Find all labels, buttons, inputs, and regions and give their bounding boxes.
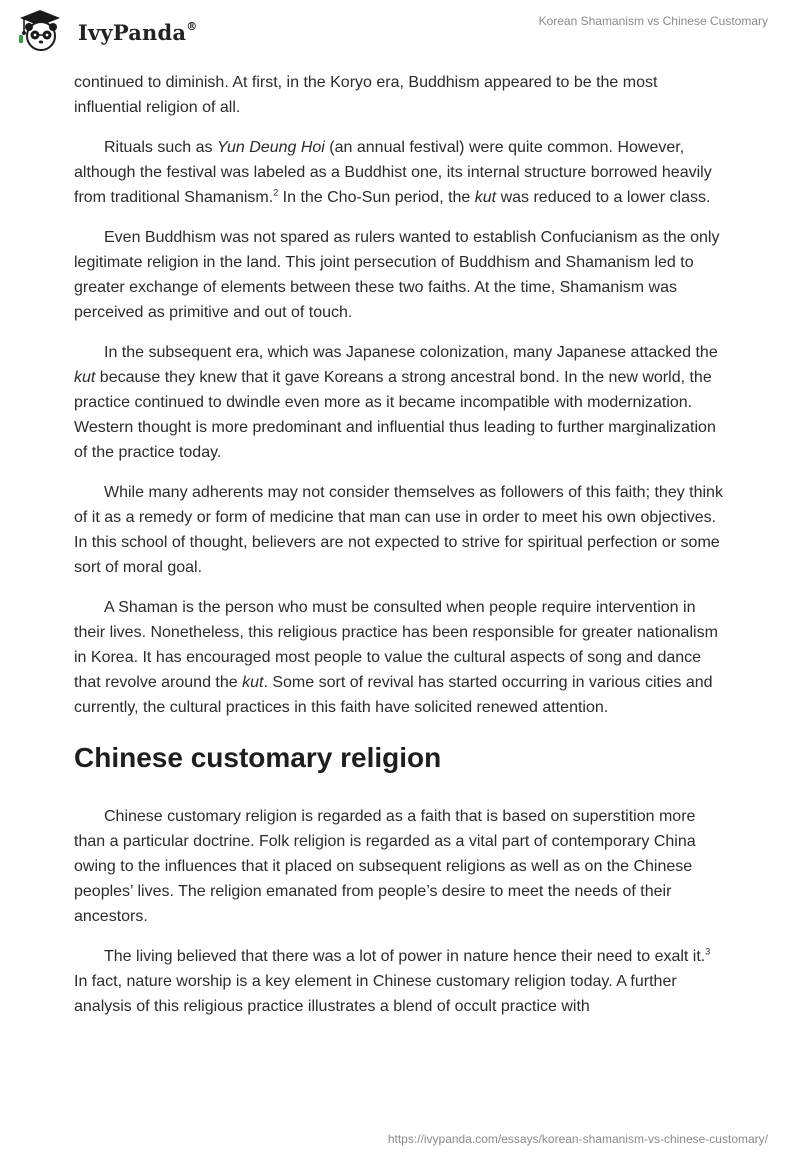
p8-text-b: In fact, nature worship is a key element in Chinese customary religion today. A further analysis of this religious practice illustrates a blend of occult practice with (74, 973, 677, 1015)
paragraph-4 (74, 340, 724, 465)
paragraph-2 (74, 135, 724, 210)
paragraph-7: Chinese customary religion is regarded as a faith that is based on superstition more than a particular doctrine. Folk religion is regarded as a vital part of contemporary China owing to the influences that it placed on subsequent religions as well as on the Chinese peoples’ lives. The religion emanated from people’s desire to meet the needs of their ancestors. (74, 808, 696, 925)
source-url[interactable]: https://ivypanda.com/essays/korean-shamanism-vs-chinese-customary/ (387, 1132, 768, 1146)
p6-text-a: A Shaman is the person who must be consulted when people require intervention in their lives. Nonetheless, this religious practice has been responsible for greater nationalism in Korea. It has encouraged most people to value the cultural aspects of song and dance that revolve around the (74, 599, 718, 691)
paragraph-8 (74, 944, 724, 1019)
essay-body (74, 70, 724, 1034)
p2-emphasis-yun-deung-hoi: Yun Deung Hoi (216, 139, 325, 156)
ivypanda-logo[interactable] (14, 8, 204, 58)
panda-graduate-icon (14, 8, 66, 54)
p8-text-a: The living believed that there was a lot of power in nature hence their need to exalt it. (104, 948, 706, 965)
paragraph-1: continued to diminish. At first, in the Koryo era, Buddhism appeared to be the most influential religion of all. (74, 74, 658, 116)
logo-text: IvyPanda (78, 20, 187, 45)
p4-text-b: because they knew that it gave Koreans a strong ancestral bond. In the new world, the practice continued to dwindle even more as it became incompatible with modernization. Western thought is more predominant and influential thus leading to further marginalization of the practice today. (74, 369, 716, 461)
p4-text-a: In the subsequent era, which was Japanese colonization, many Japanese attacked the (104, 344, 718, 361)
footnote-2[interactable]: 2 (273, 187, 279, 198)
paragraph-6 (74, 595, 724, 720)
document-title: Korean Shamanism vs Chinese Customary (538, 14, 768, 28)
p2-emphasis-kut: kut (474, 189, 497, 206)
registered-mark: ® (186, 20, 198, 33)
p6-text-b: . Some sort of revival has started occurring in various cities and currently, the cultural practices in this faith have solicited renewed attention. (74, 674, 713, 716)
logo-wordmark (78, 20, 197, 45)
paragraph-5: While many adherents may not consider themselves as followers of this faith; they think of it as a remedy or form of medicine that man can use in order to meet his own objectives. In this school of thought, believers are not expected to strive for spiritual perfection or some sort of moral goal. (74, 484, 723, 576)
p2-text-d: was reduced to a lower class. (496, 189, 711, 206)
section-heading: Chinese customary religion (74, 742, 442, 773)
p2-text-a: Rituals such as (104, 139, 217, 156)
p2-text-b: (an annual festival) were quite common. However, although the festival was labeled as a Buddhist one, its internal structure borrowed heavily from traditional Shamanism. (74, 139, 712, 206)
footnote-3[interactable]: 3 (705, 946, 711, 957)
page-header (0, 0, 800, 64)
paragraph-3: Even Buddhism was not spared as rulers wanted to establish Confucianism as the only legitimate religion in the land. This joint persecution of Buddhism and Shamanism led to greater exchange of elements between these two faiths. At the time, Shamanism was perceived as primitive and out of touch. (74, 229, 720, 321)
p6-emphasis-kut: kut (242, 674, 264, 691)
p2-text-c: In the Cho-Sun period, the (278, 189, 475, 206)
p4-emphasis-kut: kut (74, 369, 96, 386)
